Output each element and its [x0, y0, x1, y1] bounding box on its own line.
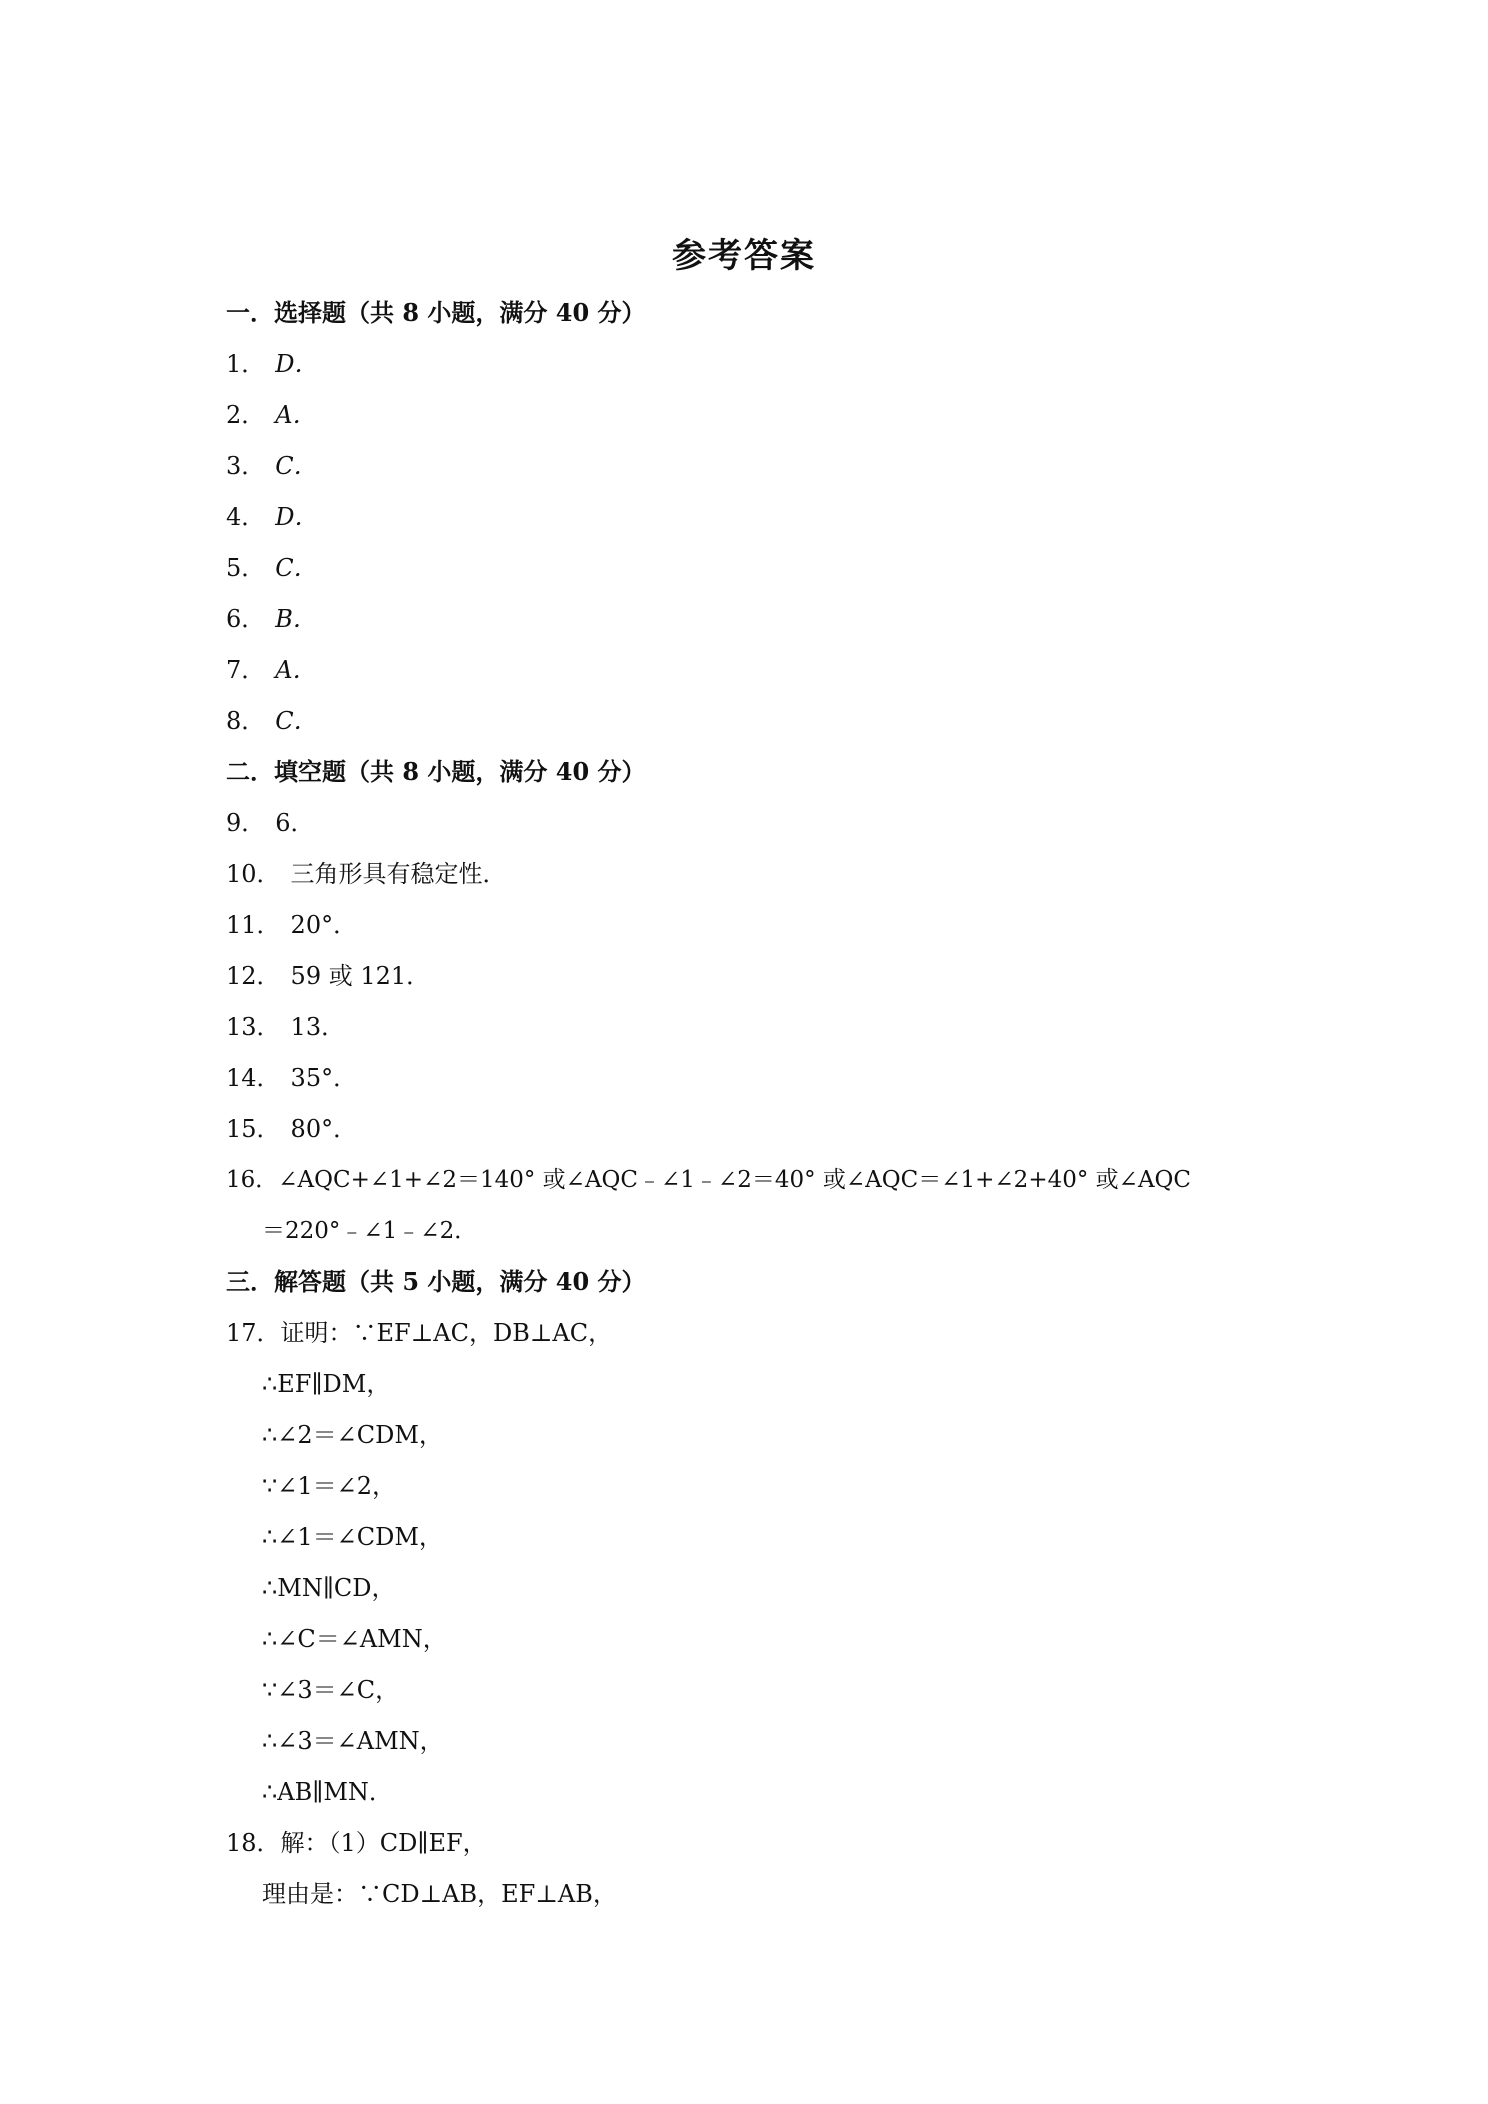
solution-line: 18．解：（1）CD∥EF， [226, 1829, 487, 1857]
answer-item-3 [226, 451, 318, 481]
section1-heading: 一．选择题（共 8 小题，满分 40 分） [226, 298, 646, 327]
solution-line: 17．证明：∵EF⊥AC，DB⊥AC， [226, 1319, 613, 1347]
solution-line: 理由是：∵CD⊥AB，EF⊥AB， [262, 1880, 617, 1908]
item-number: 4． [226, 503, 266, 531]
section2-heading: 二．填空题（共 8 小题，满分 40 分） [226, 757, 646, 786]
solution-line: ∴∠C＝∠AMN， [262, 1625, 447, 1653]
answer-item-13 [226, 1012, 345, 1042]
item-answer: D． [275, 350, 319, 378]
item-answer: C． [275, 452, 318, 480]
item-number: 1． [226, 350, 266, 378]
answer-item-12 [226, 961, 430, 991]
item-number: 6． [226, 605, 266, 633]
item-answer: C． [275, 707, 318, 735]
answer-item-2 [226, 400, 317, 430]
item-number: 10． [226, 860, 281, 888]
item-number: 11． [226, 911, 281, 939]
solution-line: ∴∠3＝∠AMN， [262, 1727, 444, 1755]
solution-line: ∴EF∥DM， [262, 1370, 391, 1398]
answer-item-16 [226, 1165, 1191, 1195]
answer-item-15 [226, 1114, 357, 1144]
solution-line: ∴MN∥CD， [262, 1574, 396, 1602]
item-answer: 35°． [290, 1064, 358, 1092]
item-answer: A． [275, 656, 317, 684]
item-number: 12． [226, 962, 281, 990]
item-answer: 三角形具有稳定性． [290, 860, 507, 888]
item-number: 8． [226, 707, 266, 735]
item-answer: ＝220°﹣∠1﹣∠2． [262, 1218, 478, 1244]
item-number: 15． [226, 1115, 281, 1143]
item-answer: C． [275, 554, 318, 582]
item-number: 14． [226, 1064, 281, 1092]
item-answer: 6． [275, 809, 315, 837]
item-number: 13． [226, 1013, 281, 1041]
item-answer: D． [275, 503, 319, 531]
item-answer: 80°． [290, 1115, 358, 1143]
item-answer: 13． [290, 1013, 346, 1041]
solution-line: ∴AB∥MN． [262, 1778, 393, 1806]
answer-item-5 [226, 553, 318, 583]
answer-item-1 [226, 349, 319, 379]
item-number: 5． [226, 554, 266, 582]
answer-item-8 [226, 706, 318, 736]
item-number: 7． [226, 656, 266, 684]
item-answer: 59 或 121． [290, 962, 431, 990]
answer-item-7 [226, 655, 317, 685]
solution-line: ∴∠1＝∠CDM， [262, 1523, 443, 1551]
answer-item-11 [226, 910, 357, 940]
section3-heading: 三．解答题（共 5 小题，满分 40 分） [226, 1267, 646, 1296]
answer-item-10 [226, 859, 507, 889]
solution-line: ∴∠2＝∠CDM， [262, 1421, 443, 1449]
item-answer: ∠AQC+∠1+∠2＝140° 或∠AQC﹣∠1﹣∠2＝40° 或∠AQC＝∠1+∠2+40° 或∠AQC [278, 1167, 1192, 1193]
item-number: 9． [226, 809, 266, 837]
answer-item-4 [226, 502, 319, 532]
item-answer: B． [275, 605, 317, 633]
item-answer: 20°． [290, 911, 358, 939]
answer-item-9 [226, 808, 315, 838]
item-answer: A． [275, 401, 317, 429]
answer-item-14 [226, 1063, 357, 1093]
page-title: 参考答案 [672, 236, 816, 276]
item-number: 3． [226, 452, 266, 480]
solution-line: ∵∠3＝∠C， [262, 1676, 400, 1704]
answer-item-16-continuation [262, 1216, 477, 1246]
answer-item-6 [226, 604, 317, 634]
item-number: 16． [226, 1167, 279, 1193]
item-number: 2． [226, 401, 266, 429]
solution-line: ∵∠1＝∠2， [262, 1472, 397, 1500]
